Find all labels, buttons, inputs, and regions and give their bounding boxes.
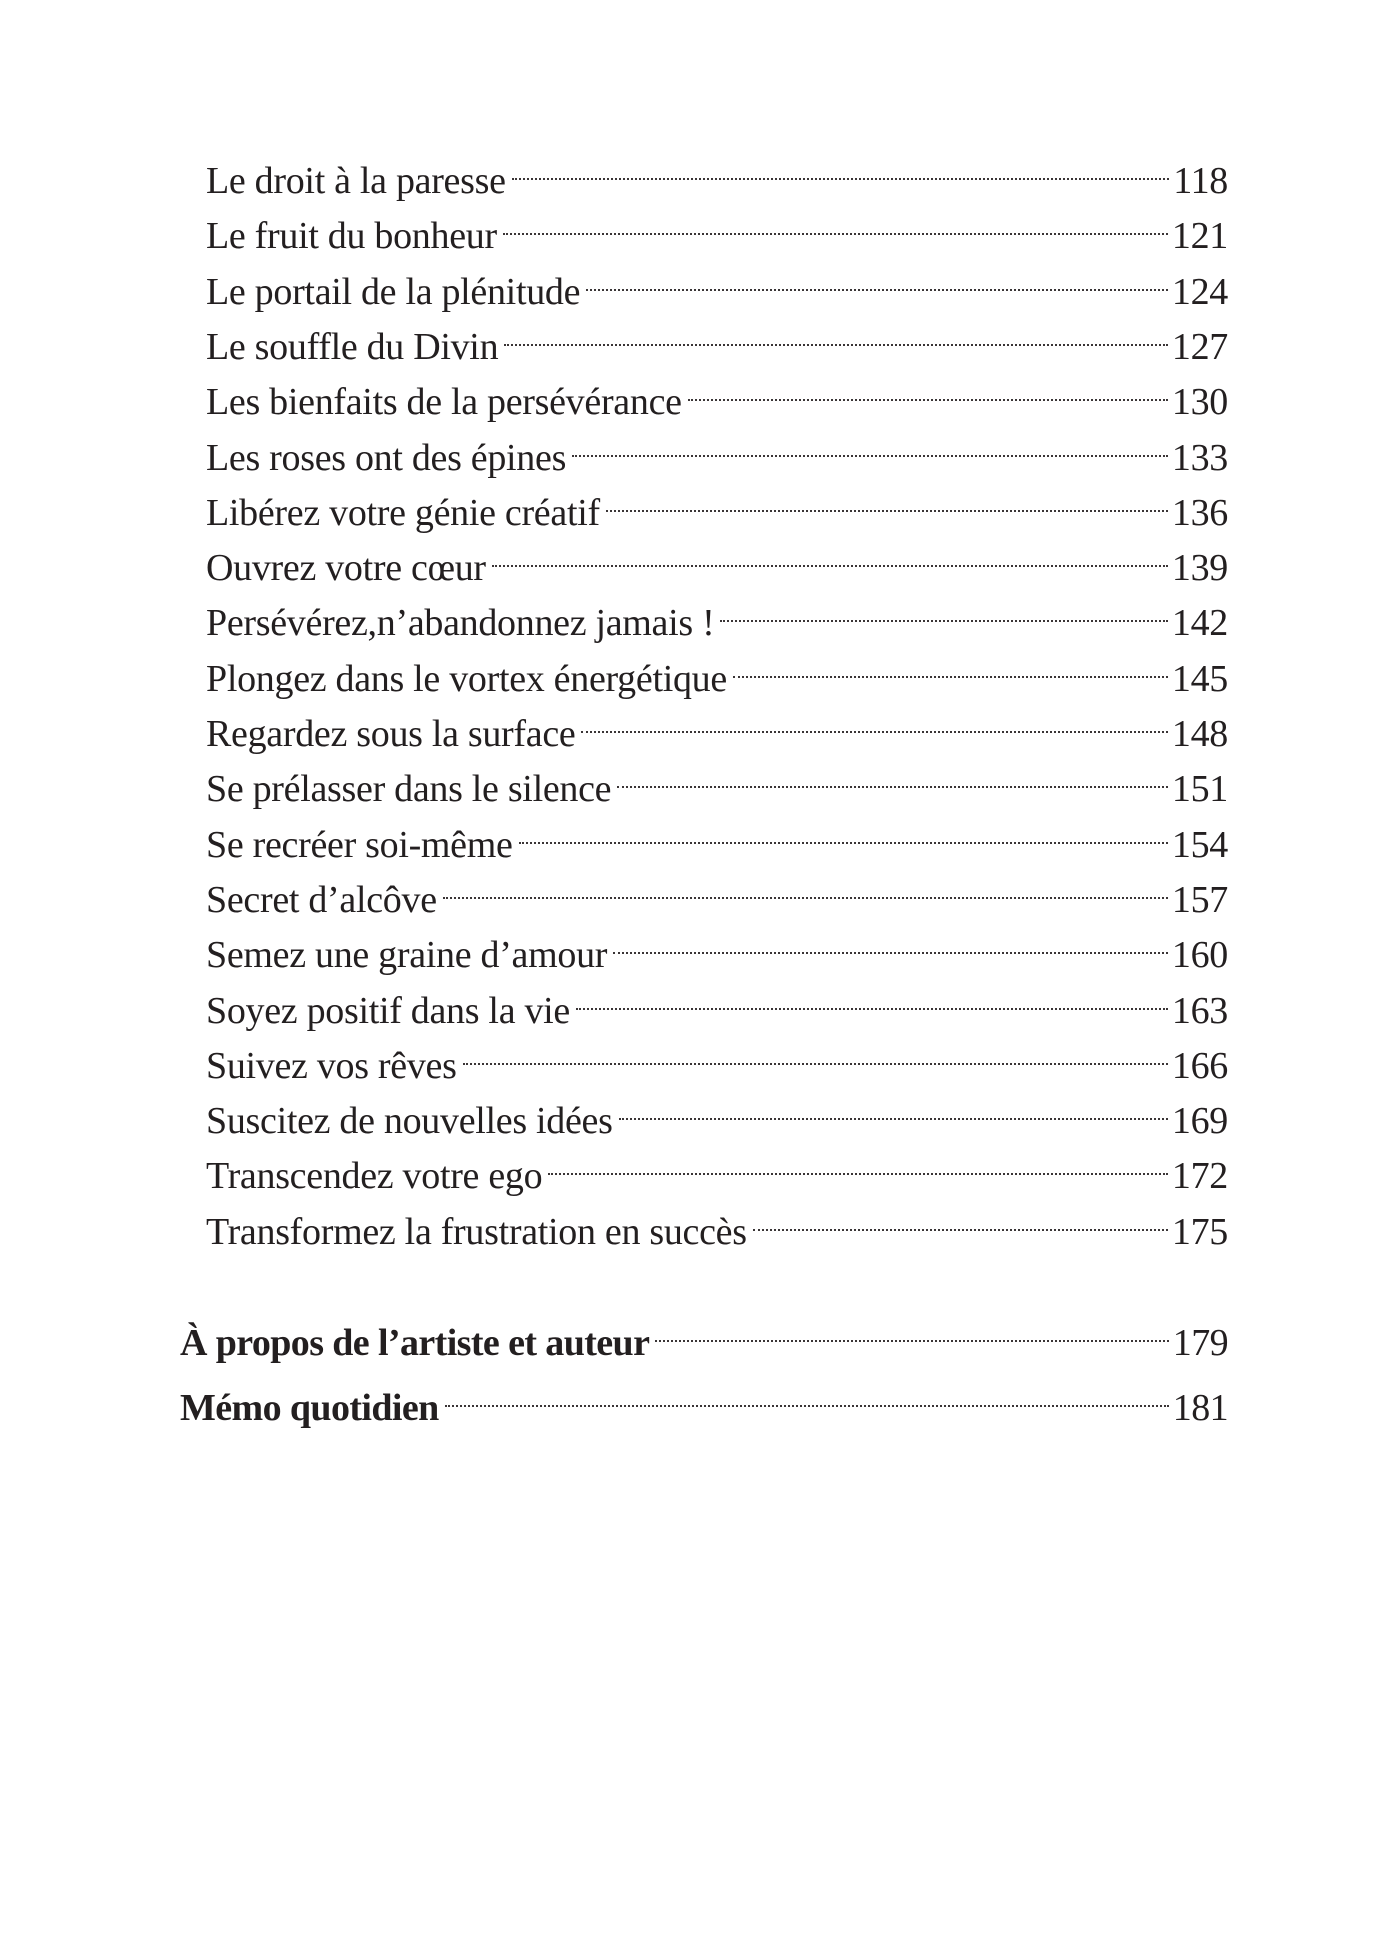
toc-entry[interactable]: [206, 364, 1228, 424]
dot-leader: [613, 917, 1168, 967]
dot-leader: [504, 309, 1168, 359]
toc-entry-title: Semez une graine d’amour: [206, 934, 608, 977]
toc-entry[interactable]: [206, 530, 1228, 590]
toc-entry[interactable]: [206, 309, 1228, 368]
toc-entry-page-number: 121: [1171, 215, 1228, 258]
toc-entry-title: Mémo quotidien: [180, 1387, 439, 1429]
dot-leader: [688, 364, 1168, 414]
toc-entry-title: Les bienfaits de la persévérance: [206, 381, 682, 424]
toc-entry-title: Suscitez de nouvelles idées: [206, 1100, 613, 1143]
toc-entry[interactable]: [206, 585, 1228, 645]
toc-entry-title: Ouvrez votre cœur: [206, 547, 486, 590]
toc-entry[interactable]: [206, 143, 1228, 202]
toc-entry-title: Plongez dans le vortex énergétique: [206, 657, 727, 700]
dot-leader: [733, 641, 1168, 691]
toc-section-entry[interactable]: [180, 1370, 1228, 1429]
toc-entry-page-number: 175: [1171, 1210, 1228, 1253]
toc-entry-page-number: 179: [1172, 1322, 1228, 1364]
toc-entry-page-number: 124: [1171, 270, 1228, 313]
toc-entry-title: Regardez sous la surface: [206, 713, 576, 755]
dot-leader: [445, 1370, 1169, 1420]
toc-entry-title: Transcendez votre ego: [206, 1155, 543, 1198]
toc-entry[interactable]: [206, 420, 1228, 479]
dot-leader: [720, 585, 1167, 635]
toc-entry-title: Suivez vos rêves: [206, 1044, 457, 1087]
toc-entry-title: Secret d’alcôve: [206, 878, 437, 921]
toc-entry-page-number: 118: [1173, 160, 1228, 202]
toc-entry-page-number: 151: [1171, 768, 1228, 811]
dot-leader: [548, 1138, 1168, 1188]
toc-entry[interactable]: [206, 254, 1228, 313]
dot-leader: [655, 1305, 1168, 1355]
toc-entry-page-number: 133: [1171, 436, 1228, 479]
toc-entry-title: Persévérez,n’abandonnez jamais !: [206, 602, 715, 645]
dot-leader: [581, 696, 1167, 746]
toc-entry[interactable]: [206, 1028, 1228, 1087]
toc-entry-title: Libérez votre génie créatif: [206, 491, 600, 534]
toc-entry[interactable]: [206, 751, 1228, 811]
toc-entry-page-number: 166: [1171, 1044, 1228, 1087]
toc-entry-title: Se prélasser dans le silence: [206, 768, 612, 811]
toc-entry[interactable]: [206, 641, 1228, 700]
dot-leader: [576, 973, 1168, 1023]
dot-leader: [753, 1194, 1168, 1244]
toc-entry[interactable]: [206, 917, 1228, 977]
dot-leader: [492, 530, 1168, 580]
toc-entry-page-number: 139: [1171, 547, 1228, 590]
dot-leader: [572, 420, 1168, 470]
dot-leader: [617, 751, 1168, 801]
toc-entry-page-number: 163: [1171, 989, 1228, 1032]
toc-entry-title: À propos de l’artiste et auteur: [180, 1322, 650, 1364]
toc-entry-page-number: 172: [1171, 1155, 1228, 1198]
toc-entry-page-number: 136: [1171, 491, 1228, 534]
toc-entry-title: Le fruit du bonheur: [206, 215, 497, 258]
toc-entry[interactable]: [206, 1083, 1228, 1143]
toc-entry-title: Se recréer soi-même: [206, 823, 513, 866]
toc-entry[interactable]: [206, 862, 1228, 921]
toc-entry-page-number: 154: [1171, 823, 1228, 866]
toc-entry-page-number: 157: [1171, 878, 1228, 921]
toc-entry-page-number: 148: [1171, 713, 1228, 755]
toc-entry[interactable]: [206, 807, 1228, 866]
toc-entry-title: Le portail de la plénitude: [206, 270, 581, 313]
toc-entry-title: Soyez positif dans la vie: [206, 989, 570, 1032]
toc-entry[interactable]: [206, 475, 1228, 534]
toc-entry-title: Les roses ont des épines: [206, 436, 567, 479]
toc-section-entry[interactable]: [180, 1305, 1228, 1364]
dot-leader: [443, 862, 1168, 912]
dot-leader: [512, 143, 1170, 193]
toc-entry[interactable]: [206, 1194, 1228, 1253]
toc-entry-page-number: 142: [1171, 602, 1228, 645]
dot-leader: [619, 1083, 1168, 1133]
dot-leader: [606, 475, 1168, 525]
dot-leader: [519, 807, 1168, 857]
toc-entry-title: Le droit à la paresse: [206, 160, 506, 202]
toc-entry[interactable]: [206, 973, 1228, 1032]
dot-leader: [463, 1028, 1168, 1078]
dot-leader: [503, 198, 1168, 248]
toc-entry[interactable]: [206, 1138, 1228, 1198]
toc-entry-page-number: 181: [1172, 1387, 1228, 1429]
toc-entry-page-number: 160: [1171, 934, 1228, 977]
toc-entry-title: Transformez la frustration en succès: [206, 1210, 747, 1253]
toc-entry-page-number: 169: [1171, 1100, 1228, 1143]
toc-entry-page-number: 127: [1171, 325, 1228, 368]
dot-leader: [586, 254, 1168, 304]
toc-entry-title: Le souffle du Divin: [206, 325, 499, 368]
toc-entry-page-number: 130: [1171, 381, 1228, 424]
toc-entry-page-number: 145: [1171, 657, 1228, 700]
toc-entry[interactable]: [206, 696, 1228, 755]
toc-entry[interactable]: [206, 198, 1228, 258]
